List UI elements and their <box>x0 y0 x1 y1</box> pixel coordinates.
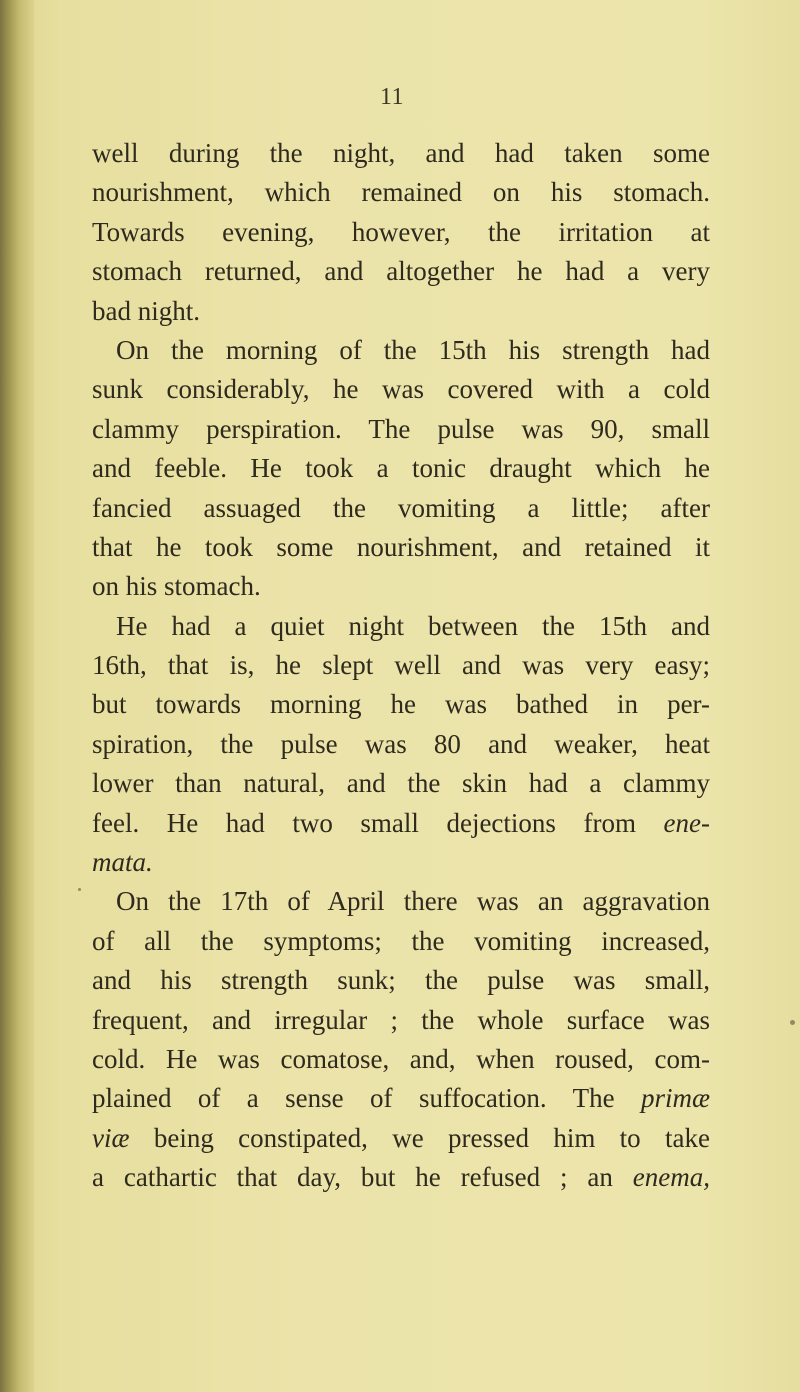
text-segment: being constipated, we pressed him to take <box>129 1122 710 1153</box>
text-segment: lower than natural, and the skin had a clammy <box>92 768 710 799</box>
text-segment: and his strength sunk; the pulse was small, <box>92 965 710 996</box>
text-line <box>92 292 710 331</box>
text-segment: that he took some nourishment, and retained it <box>92 531 710 562</box>
italic-text-segment: primæ <box>640 1083 710 1114</box>
text-line <box>92 804 710 843</box>
text-segment: On the morning of the 15th his strength had <box>116 334 710 365</box>
text-segment: On the 17th of April there was an aggravation <box>116 886 710 917</box>
text-segment: well during the night, and had taken some <box>92 138 710 168</box>
text-line <box>92 725 710 764</box>
text-segment: Towards evening, however, the irritation at <box>92 216 710 247</box>
text-segment: clammy perspiration. The pulse was 90, small <box>92 413 710 444</box>
text-segment: bad night. <box>92 295 200 326</box>
text-line <box>92 1040 710 1079</box>
text-segment: cold. He was comatose, and, when roused, com- <box>92 1043 710 1074</box>
text-line <box>92 213 710 252</box>
body-text <box>92 134 710 1198</box>
text-line <box>92 764 710 803</box>
text-segment: but towards morning he was bathed in per- <box>92 689 710 720</box>
binding-shadow <box>0 0 34 1392</box>
italic-text-segment: mata. <box>92 847 153 878</box>
text-segment: and feeble. He took a tonic draught which he <box>92 453 710 484</box>
text-line <box>92 410 710 449</box>
text-line <box>92 331 710 370</box>
margin-speck <box>790 1020 795 1025</box>
text-line <box>92 922 710 961</box>
text-segment: on his stomach. <box>92 571 261 602</box>
text-line <box>92 1001 710 1040</box>
page-number: 11 <box>379 84 405 110</box>
text-line <box>92 882 710 921</box>
text-line <box>92 843 710 882</box>
text-segment: nourishment, which remained on his stomach. <box>92 177 710 208</box>
text-line <box>92 252 710 291</box>
text-line <box>92 646 710 685</box>
text-segment: of all the symptoms; the vomiting increased, <box>92 925 710 956</box>
text-line <box>92 685 710 724</box>
text-line <box>92 961 710 1000</box>
text-segment: a cathartic that day, but he refused ; an <box>92 1162 633 1193</box>
italic-text-segment: enema, <box>632 1162 710 1193</box>
text-line <box>92 370 710 409</box>
text-line <box>92 134 710 173</box>
text-line <box>92 567 710 606</box>
text-segment: stomach returned, and altogether he had a very <box>92 256 710 287</box>
text-segment: feel. He had two small dejections from <box>92 807 664 838</box>
text-line <box>92 1158 710 1197</box>
text-line <box>92 173 710 212</box>
text-segment: plained of a sense of suffocation. The <box>92 1083 641 1114</box>
text-line <box>92 449 710 488</box>
text-segment: He had a quiet night between the 15th and <box>116 610 710 641</box>
text-line <box>92 489 710 528</box>
text-segment: 16th, that is, he slept well and was very easy; <box>92 650 710 681</box>
italic-text-segment: viæ <box>92 1122 130 1153</box>
text-line <box>92 1079 710 1118</box>
text-segment: sunk considerably, he was covered with a cold <box>92 374 710 405</box>
text-segment: fancied assuaged the vomiting a little; after <box>92 492 710 523</box>
text-line <box>92 528 710 567</box>
text-line <box>92 1119 710 1158</box>
italic-text-segment: ene- <box>663 807 710 838</box>
margin-speck <box>78 888 81 891</box>
text-line <box>92 607 710 646</box>
text-segment: spiration, the pulse was 80 and weaker, heat <box>92 728 710 759</box>
text-segment: frequent, and irregular ; the whole surface was <box>92 1004 710 1035</box>
